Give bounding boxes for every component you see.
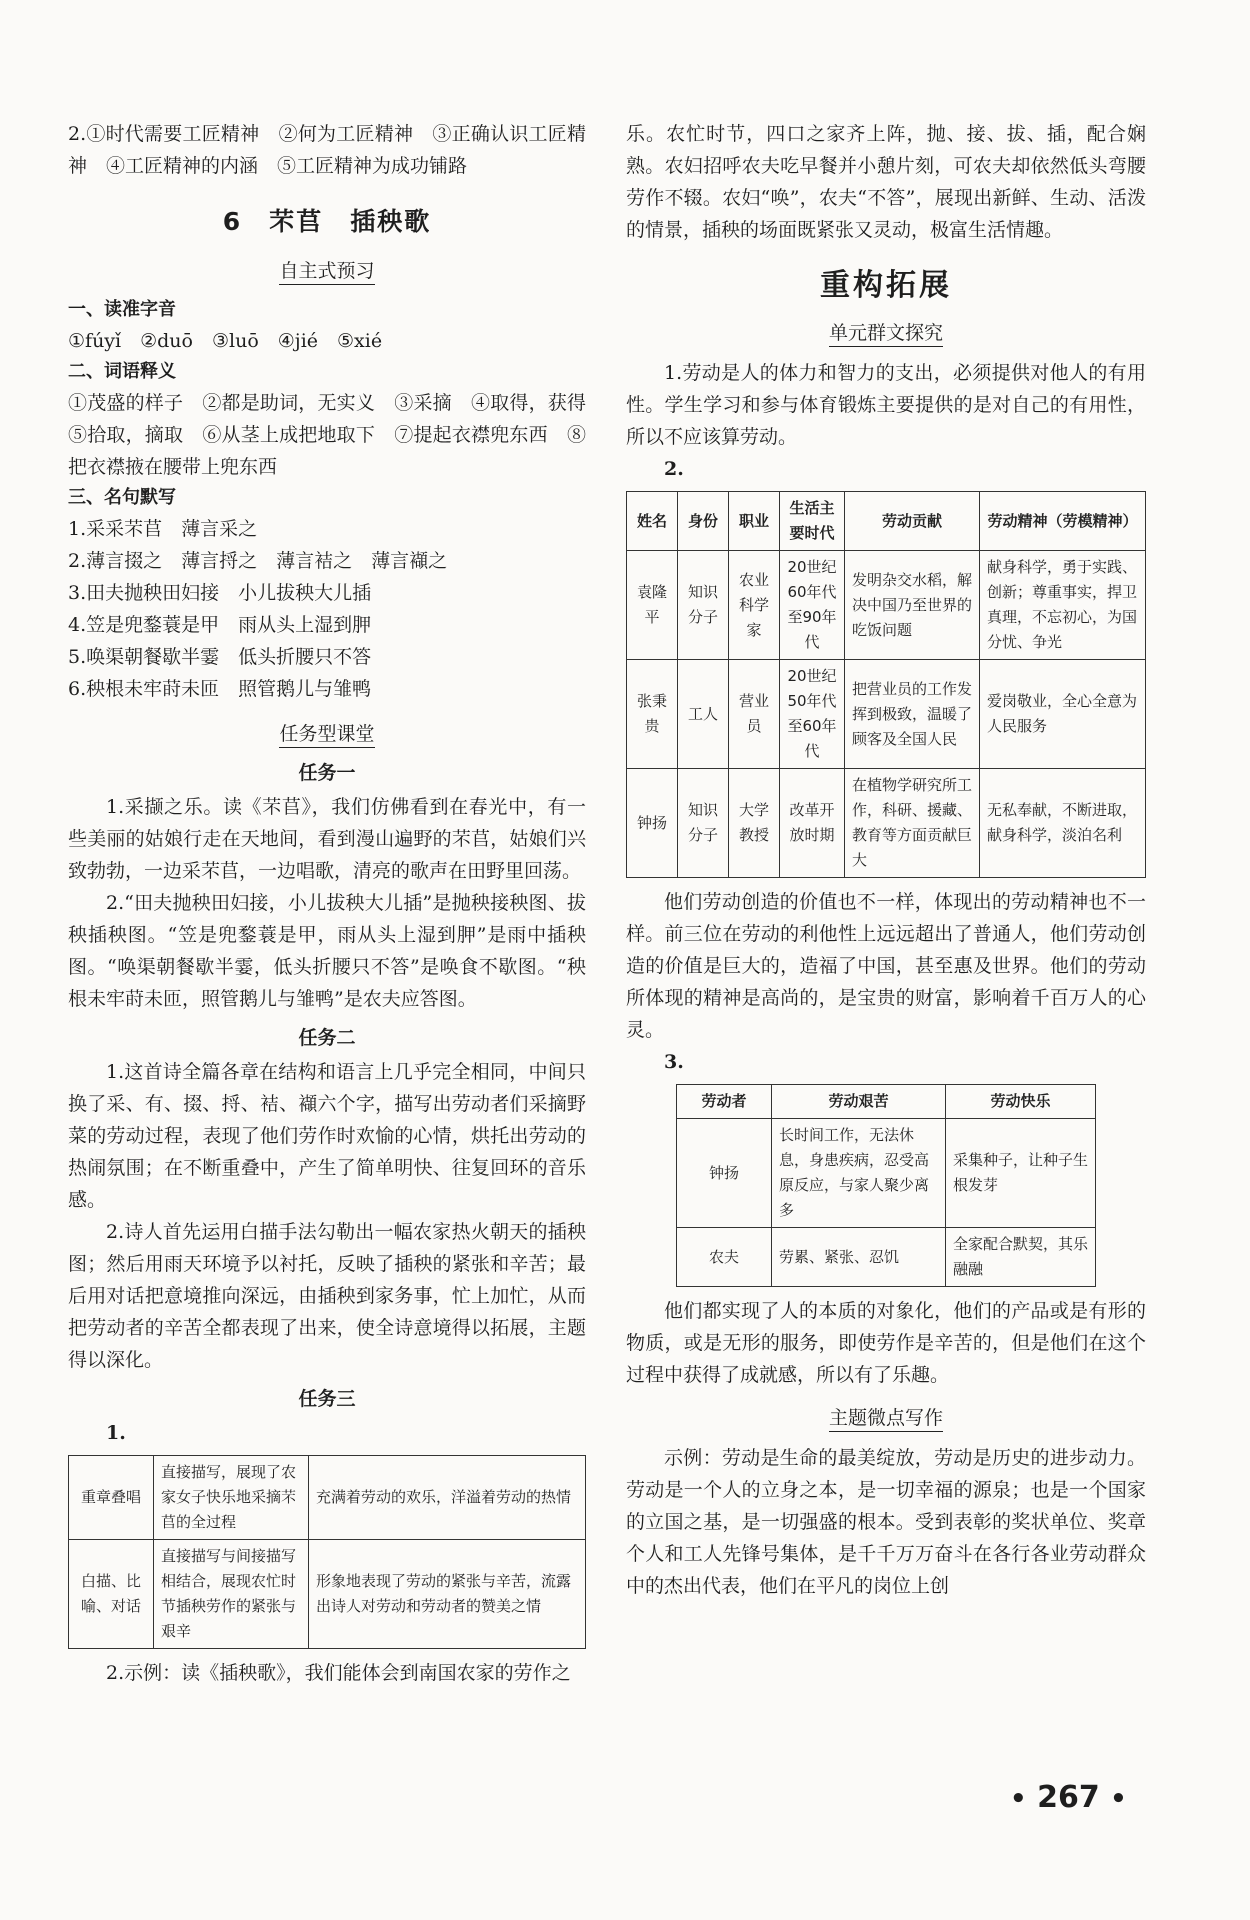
task1-paragraph-1: 1.采撷之乐。读《芣苢》，我们仿佛看到在春光中，有一些美丽的姑娘行走在天地间，看到漫山遍野的芣苢，姑娘们兴致勃勃，一边采芣苢，一边唱歌，清亮的歌声在田野里回荡。 (68, 796, 586, 882)
unit-paragraph-2: 他们劳动创造的价值也不一样，体现出的劳动精神也不一样。前三位在劳动的利他性上远远超出了普通人，他们劳动创造的价值是巨大的，造福了中国，甚至惠及世界。他们的劳动所体现的精神是高尚的，是宝贵的财富，影响着千百万人的心灵。 (626, 891, 1146, 1041)
table-header: 身份 (678, 492, 729, 551)
writing-paragraph: 示例：劳动是生命的最美绽放，劳动是历史的进步动力。劳动是一个人的立身之本，是一切幸福的源泉；也是一个国家的立国之基，是一切强盛的根本。受到表彰的奖状单位、奖章个人和工人先锋号集体，是千千万万奋斗在各行各业劳动群众中的杰出代表，他们在平凡的岗位上创 (626, 1447, 1146, 1597)
table-header-row (677, 1085, 1096, 1119)
task3-heading: 任务三 (298, 1388, 356, 1410)
table-cell: 农夫 (677, 1228, 772, 1287)
writing-heading: 主题微点写作 (626, 1403, 1146, 1430)
continued-paragraph: 乐。农忙时节，四口之家齐上阵，抛、接、拔、插，配合娴熟。农妇招呼农夫吃早餐并小憩片刻，可农夫却依然低头弯腰劳作不辍。农妇“唤”，农夫“不答”，展现出新鲜、生动、活泼的情景，插秧的场面既紧张又灵动，极富生活情趣。 (626, 123, 1146, 241)
table-header: 生活主要时代 (780, 492, 845, 551)
task2-paragraph-1: 1.这首诗全篇各章在结构和语言上几乎完全相同，中间只换了采、有、掇、捋、袺、襭六个字，描写出劳动者们采摘野菜的劳动过程，表现了他们劳作时欢愉的心情，烘托出劳动的热闹氛围；在不断重叠中，产生了简单明快、往复回环的音乐感。 (68, 1061, 586, 1211)
unit-paragraph-3: 他们都实现了人的本质的对象化，他们的产品或是有形的物质，或是无形的服务，即使劳作是辛苦的，但是他们在这个过程中获得了成就感，所以有了乐趣。 (626, 1300, 1146, 1386)
table-cell: 在植物学研究所工作，科研、援藏、教育等方面贡献巨大 (845, 769, 980, 878)
table-cell: 形象地表现了劳动的紧张与辛苦，流露出诗人对劳动和劳动者的赞美之情 (309, 1540, 586, 1649)
page-dot-right: • (1110, 1784, 1127, 1814)
table-cell: 发明杂交水稻，解决中国乃至世界的吃饭问题 (845, 551, 980, 660)
table-header: 劳动贡献 (845, 492, 980, 551)
recite-line: 6.秧根未牢莳未匝 照管鹅儿与雏鸭 (68, 678, 372, 700)
table-cell: 营业员 (729, 660, 780, 769)
table-cell: 钟扬 (677, 1119, 772, 1228)
table-cell: 充满着劳动的欢乐，洋溢着劳动的热情 (309, 1456, 586, 1540)
table-cell: 直接描写，展现了农家女子快乐地采摘芣苢的全过程 (154, 1456, 309, 1540)
table-row (677, 1119, 1096, 1228)
unit-label-3: 3. (664, 1051, 684, 1073)
table-header: 劳动快乐 (946, 1085, 1096, 1119)
table-cell: 采集种子，让种子生根发芽 (946, 1119, 1096, 1228)
table-row (69, 1456, 586, 1540)
table-row (627, 660, 1146, 769)
unit-label-2: 2. (664, 458, 684, 480)
recite-line: 2.薄言掇之 薄言捋之 薄言袺之 薄言襭之 (68, 550, 448, 572)
table-header: 姓名 (627, 492, 678, 551)
labor-table (676, 1084, 1096, 1287)
prev-answer-item: 2.①时代需要工匠精神 ②何为工匠精神 ③正确认识工匠精神 ④工匠精神的内涵 ⑤工匠精神为成功铺路 (68, 123, 586, 177)
page-dot-left: • (1010, 1784, 1027, 1814)
model-workers-table (626, 491, 1146, 878)
table-cell: 农业科学家 (729, 551, 780, 660)
model-workers-table-wrap (626, 491, 1146, 878)
recite-line: 3.田夫抛秧田妇接 小儿拔秧大儿插 (68, 582, 372, 604)
section-heading-expand: 重构拓展 (820, 268, 952, 303)
table-header: 职业 (729, 492, 780, 551)
task3-table-wrap (68, 1455, 586, 1649)
table-cell: 袁隆平 (627, 551, 678, 660)
task1-paragraph-2: 2.“田夫抛秧田妇接，小儿拔秧大儿插”是抛秧接秧图、拔秧插秧图。“笠是兜鍪蓑是甲，雨从头上湿到胛”是雨中插秧图。“唤渠朝餐歇半霎，低头折腰只不答”是唤食不歇图。“秧根未牢莳未匝，照管鹅儿与雏鸭”是农夫应答图。 (68, 892, 586, 1010)
task2-heading: 任务二 (298, 1027, 356, 1049)
vocab-answers: ①茂盛的样子 ②都是助词，无实义 ③采摘 ④取得，获得 ⑤拾取，摘取 ⑥从茎上成把地取下 ⑦提起衣襟兜东西 ⑧把衣襟掖在腰带上兜东西 (68, 392, 606, 478)
task3-table (68, 1455, 586, 1649)
table-cell: 劳累、紧张、忍饥 (772, 1228, 946, 1287)
table-header: 劳动者 (677, 1085, 772, 1119)
table-cell: 知识分子 (678, 769, 729, 878)
table-header: 劳动艰苦 (772, 1085, 946, 1119)
recite-heading: 三、名句默写 (68, 487, 176, 508)
table-cell: 知识分子 (678, 551, 729, 660)
table-row (627, 769, 1146, 878)
table-header: 劳动精神（劳模精神） (980, 492, 1146, 551)
lesson-title: 6 芣苢 插秧歌 (222, 207, 432, 236)
table-cell: 大学教授 (729, 769, 780, 878)
pron-heading: 一、读准字音 (68, 299, 176, 320)
page-number-value: 267 (1037, 1780, 1100, 1815)
table-cell: 直接描写与间接描写相结合，展现农忙时节插秧劳作的紧张与艰辛 (154, 1540, 309, 1649)
table-cell: 钟扬 (627, 769, 678, 878)
recite-line: 5.唤渠朝餐歇半霎 低头折腰只不答 (68, 646, 372, 668)
vocab-heading: 二、词语释义 (68, 361, 176, 382)
table-cell: 工人 (678, 660, 729, 769)
table-cell: 把营业员的工作发挥到极致，温暖了顾客及全国人民 (845, 660, 980, 769)
table-cell: 张秉贵 (627, 660, 678, 769)
page-number (1010, 1780, 1127, 1815)
task3-label: 1. (106, 1422, 126, 1444)
task2-paragraph-2: 2.诗人首先运用白描手法勾勒出一幅农家热火朝天的插秧图；然后用雨天环境予以衬托，反映了插秧的紧张和辛苦；最后用对话把意境推向深远，由插秧到家务事，忙上加忙，从而把劳动者的辛苦全都表现了出来，使全诗意境得以拓展，主题得以深化。 (68, 1221, 586, 1371)
table-cell: 献身科学，勇于实践、创新；尊重事实，捍卫真理，不忘初心，为国分忧、争光 (980, 551, 1146, 660)
unit-paragraph-1: 1.劳动是人的体力和智力的支出，必须提供对他人的有用性。学生学习和参与体育锻炼主要提供的是对自己的有用性，所以不应该算劳动。 (626, 362, 1146, 448)
left-column (68, 118, 606, 1689)
table-cell: 全家配合默契，其乐融融 (946, 1228, 1096, 1287)
table-cell: 重章叠唱 (69, 1456, 154, 1540)
task1-heading: 任务一 (298, 762, 356, 784)
labor-table-wrap (626, 1084, 1146, 1287)
recite-line: 1.采采芣苢 薄言采之 (68, 518, 258, 540)
table-cell: 长时间工作，无法休息，身患疾病，忍受高原反应，与家人聚少离多 (772, 1119, 946, 1228)
table-cell: 改革开放时期 (780, 769, 845, 878)
task3-paragraph-2: 2.示例：读《插秧歌》，我们能体会到南国农家的劳作之 (106, 1662, 571, 1684)
table-cell: 20世纪60年代至90年代 (780, 551, 845, 660)
recite-line: 4.笠是兜鍪蓑是甲 雨从头上湿到胛 (68, 614, 372, 636)
class-heading: 任务型课堂 (68, 719, 586, 746)
right-column (626, 118, 1146, 1602)
table-header-row (627, 492, 1146, 551)
table-row (627, 551, 1146, 660)
unit-heading: 单元群文探究 (626, 318, 1146, 345)
pron-answers: ①fúyǐ ②duō ③luō ④jié ⑤xié (68, 330, 383, 352)
table-cell: 爱岗敬业，全心全意为人民服务 (980, 660, 1146, 769)
table-row (677, 1228, 1096, 1287)
table-cell: 20世纪50年代至60年代 (780, 660, 845, 769)
preview-heading: 自主式预习 (68, 256, 586, 283)
table-cell: 无私奉献，不断进取，献身科学，淡泊名利 (980, 769, 1146, 878)
table-cell: 白描、比喻、对话 (69, 1540, 154, 1649)
table-row (69, 1540, 586, 1649)
